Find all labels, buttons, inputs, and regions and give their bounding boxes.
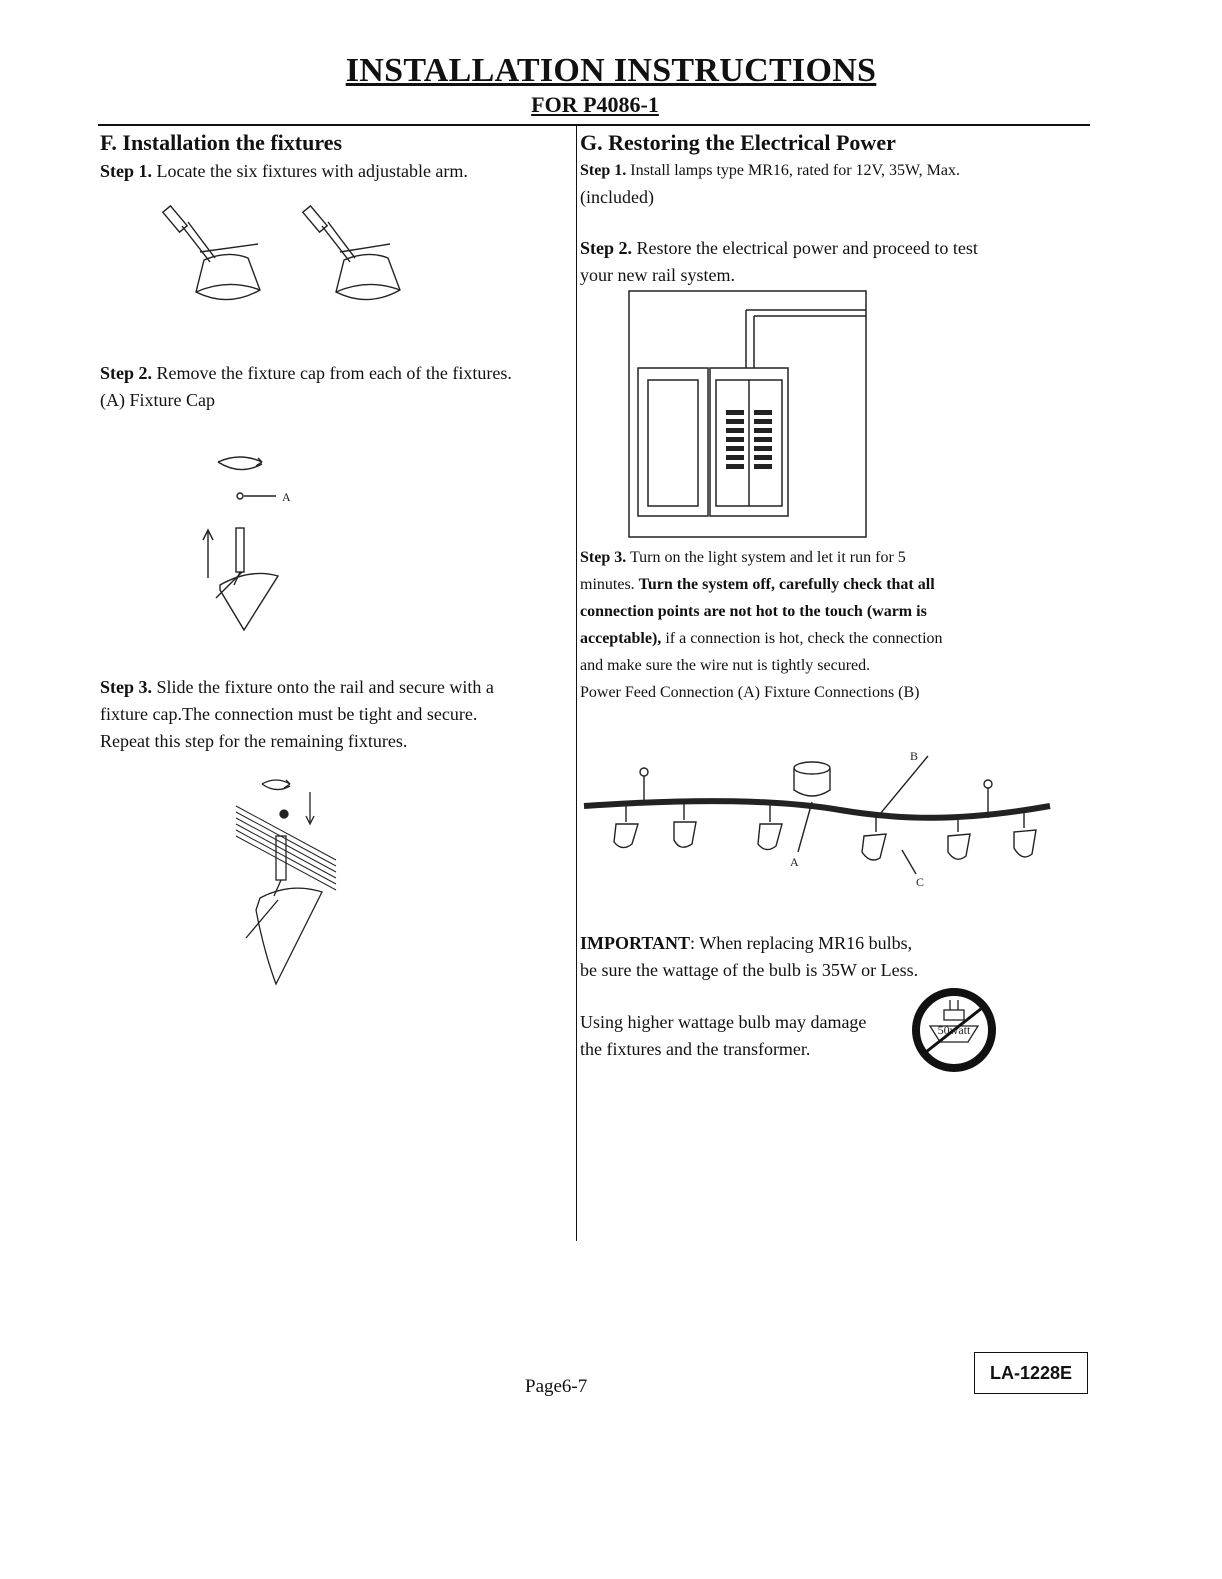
right-step3-bold3: acceptable), — [580, 630, 662, 647]
important-text: : When replacing MR16 bulbs, — [690, 933, 913, 953]
important-label: IMPORTANT — [580, 933, 691, 953]
document-code: LA-1228E — [974, 1352, 1088, 1394]
important-line2: be sure the wattage of the bulb is 35W or Less. — [580, 960, 919, 980]
breaker-panel-illustration — [628, 290, 868, 540]
right-step1 — [580, 158, 960, 212]
no-high-wattage-icon — [910, 986, 998, 1074]
left-step1 — [100, 158, 468, 185]
important-note — [580, 930, 918, 984]
left-step2 — [100, 360, 512, 414]
right-step1-label: Step 1. — [580, 162, 627, 179]
right-step2-text: Restore the electrical power and proceed to test — [632, 238, 978, 258]
left-step2-label: Step 2. — [100, 363, 153, 383]
right-step1-line2: (included) — [580, 187, 654, 207]
right-step2-label: Step 2. — [580, 238, 633, 258]
right-step3 — [580, 544, 943, 706]
right-step3-text1: Turn on the light system and let it run for 5 — [626, 549, 906, 566]
page-title: INSTALLATION INSTRUCTIONS — [345, 52, 877, 89]
right-step2 — [580, 235, 978, 289]
right-step3-text2a: minutes. — [580, 576, 639, 593]
right-step3-bold1: Turn the system off, carefully check that all — [638, 576, 935, 593]
rail-label-c: C — [916, 875, 925, 889]
page-subtitle: FOR P4086-1 — [531, 92, 659, 117]
warning-line2: the fixtures and the transformer. — [580, 1039, 811, 1059]
left-step3-label: Step 3. — [100, 677, 153, 697]
left-step3-text: Slide the fixture onto the rail and secure with a — [152, 677, 494, 697]
right-step1-text: Install lamps type MR16, rated for 12V, 35W, Max. — [626, 162, 960, 179]
left-step1-label: Step 1. — [100, 161, 153, 181]
warning-line1: Using higher wattage bulb may damage — [580, 1012, 867, 1032]
section-g-heading: G. Restoring the Electrical Power — [580, 130, 896, 155]
left-step2-text: Remove the fixture cap from each of the fixtures. — [152, 363, 512, 383]
left-step3 — [100, 674, 494, 755]
section-f-heading: F. Installation the fixtures — [100, 130, 343, 155]
slide-fixture-on-rail-illustration — [228, 770, 348, 990]
rail-label-a: A — [790, 855, 799, 869]
left-step2-line2: (A) Fixture Cap — [100, 390, 215, 410]
rail-label-b: B — [910, 749, 919, 763]
fixture-cap-label-a: A — [282, 490, 291, 504]
warning-note — [580, 1009, 866, 1063]
right-step3-bold2: connection points are not hot to the touch (warm is — [580, 603, 927, 620]
left-step1-text: Locate the six fixtures with adjustable arm. — [152, 161, 468, 181]
wattage-icon-text: 50watt — [937, 1023, 971, 1037]
left-step3-line3: Repeat this step for the remaining fixtures. — [100, 731, 408, 751]
right-step3-label: Step 3. — [580, 549, 627, 566]
rail-system-illustration — [580, 740, 1060, 900]
left-step3-line2: fixture cap.The connection must be tight and secure. — [100, 704, 478, 724]
right-step3-text3: if a connection is hot, check the connection — [661, 630, 943, 647]
fixture-cap-removal-illustration — [190, 450, 310, 640]
page-number: Page6-7 — [525, 1376, 588, 1397]
right-step2-line2: your new rail system. — [580, 265, 735, 285]
column-divider — [576, 126, 577, 1241]
header-divider — [98, 124, 1090, 126]
right-step3-text4: and make sure the wire nut is tightly secured. — [580, 657, 871, 674]
six-fixtures-illustration — [160, 200, 400, 310]
right-step3-text5: Power Feed Connection (A) Fixture Connections (B) — [580, 684, 920, 701]
